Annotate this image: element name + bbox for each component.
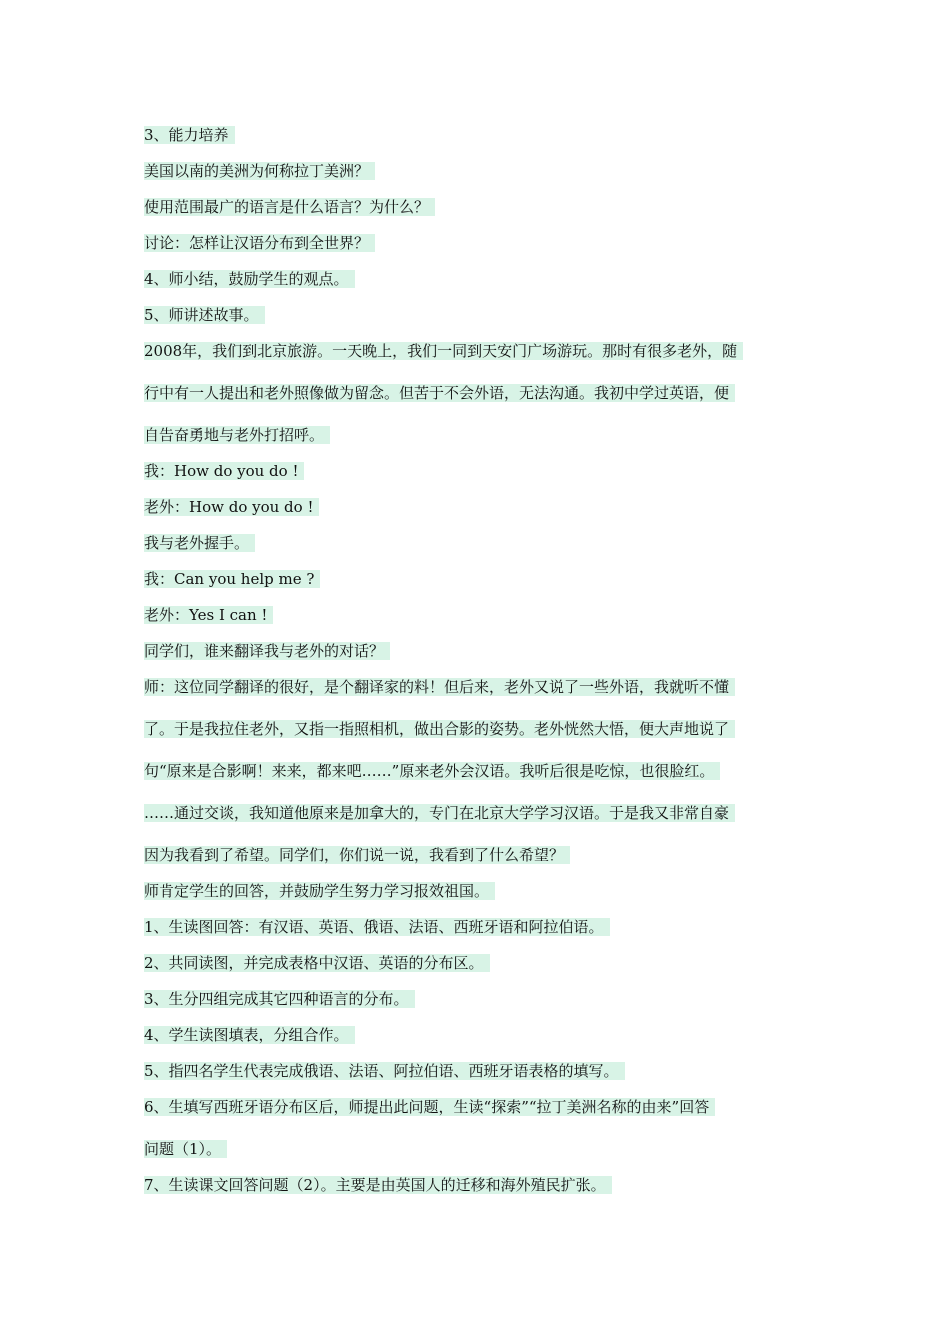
- text-line: [144, 1174, 812, 1196]
- line-text: 2、共同读图，并完成表格中汉语、英语的分布区。: [144, 954, 490, 972]
- text-line: [144, 1138, 812, 1160]
- text-line: [144, 1096, 812, 1118]
- line-text: 5、师讲述故事。: [144, 306, 265, 324]
- text-line: [144, 880, 812, 902]
- line-text: 老外：Yes I can !: [144, 606, 273, 624]
- text-line: [144, 640, 812, 662]
- text-line: [144, 460, 812, 482]
- text-line: [144, 232, 812, 254]
- text-line: [144, 382, 812, 404]
- line-text: 6、生填写西班牙语分布区后，师提出此问题，生读“探索”“拉丁美洲名称的由来”回答: [144, 1098, 715, 1116]
- line-text: 句“原来是合影啊！来来，都来吧……”原来老外会汉语。我听后很是吃惊，也很脸红。: [144, 762, 720, 780]
- text-line: [144, 1060, 812, 1082]
- text-line: [144, 124, 812, 146]
- line-text: 4、师小结，鼓励学生的观点。: [144, 270, 355, 288]
- text-line: [144, 916, 812, 938]
- text-line: [144, 496, 812, 518]
- text-line: [144, 340, 812, 362]
- line-text: 我与老外握手。: [144, 534, 255, 552]
- line-text: 了。于是我拉住老外，又指一指照相机，做出合影的姿势。老外恍然大悟，便大声地说了: [144, 720, 735, 738]
- line-text: 1、生读图回答：有汉语、英语、俄语、法语、西班牙语和阿拉伯语。: [144, 918, 610, 936]
- text-line: [144, 760, 812, 782]
- text-line: [144, 718, 812, 740]
- line-text: 使用范围最广的语言是什么语言？为什么？: [144, 198, 435, 216]
- line-text: 5、指四名学生代表完成俄语、法语、阿拉伯语、西班牙语表格的填写。: [144, 1062, 625, 1080]
- line-text: 4、学生读图填表，分组合作。: [144, 1026, 355, 1044]
- document-body: [144, 124, 812, 1196]
- line-text: 同学们，谁来翻译我与老外的对话？: [144, 642, 390, 660]
- line-text: 行中有一人提出和老外照像做为留念。但苦于不会外语，无法沟通。我初中学过英语，便: [144, 384, 735, 402]
- text-line: [144, 532, 812, 554]
- line-text: 问题（1）。: [144, 1140, 227, 1158]
- line-text: 因为我看到了希望。同学们，你们说一说，我看到了什么希望？: [144, 846, 570, 864]
- text-line: [144, 304, 812, 326]
- line-text: 师：这位同学翻译的很好，是个翻译家的料！但后来，老外又说了一些外语，我就听不懂: [144, 678, 735, 696]
- text-line: [144, 196, 812, 218]
- text-line: [144, 1024, 812, 1046]
- line-text: 7、生读课文回答问题（2）。主要是由英国人的迁移和海外殖民扩张。: [144, 1176, 612, 1194]
- line-text: 我：Can you help me ?: [144, 570, 320, 588]
- line-text: 3、能力培养: [144, 126, 235, 144]
- text-line: [144, 676, 812, 698]
- text-line: [144, 844, 812, 866]
- line-text: 自告奋勇地与老外打招呼。: [144, 426, 330, 444]
- text-line: [144, 604, 812, 626]
- line-text: 老外：How do you do !: [144, 498, 319, 516]
- line-text: 美国以南的美洲为何称拉丁美洲？: [144, 162, 375, 180]
- text-line: [144, 802, 812, 824]
- line-text: 我：How do you do !: [144, 462, 304, 480]
- line-text: 2008年，我们到北京旅游。一天晚上，我们一同到天安门广场游玩。那时有很多老外，随: [144, 342, 743, 360]
- text-line: [144, 568, 812, 590]
- line-text: 3、生分四组完成其它四种语言的分布。: [144, 990, 415, 1008]
- text-line: [144, 988, 812, 1010]
- text-line: [144, 160, 812, 182]
- text-line: [144, 424, 812, 446]
- text-line: [144, 268, 812, 290]
- line-text: 师肯定学生的回答，并鼓励学生努力学习报效祖国。: [144, 882, 495, 900]
- text-line: [144, 952, 812, 974]
- line-text: 讨论：怎样让汉语分布到全世界？: [144, 234, 375, 252]
- line-text: ……通过交谈，我知道他原来是加拿大的，专门在北京大学学习汉语。于是我又非常自豪: [144, 804, 735, 822]
